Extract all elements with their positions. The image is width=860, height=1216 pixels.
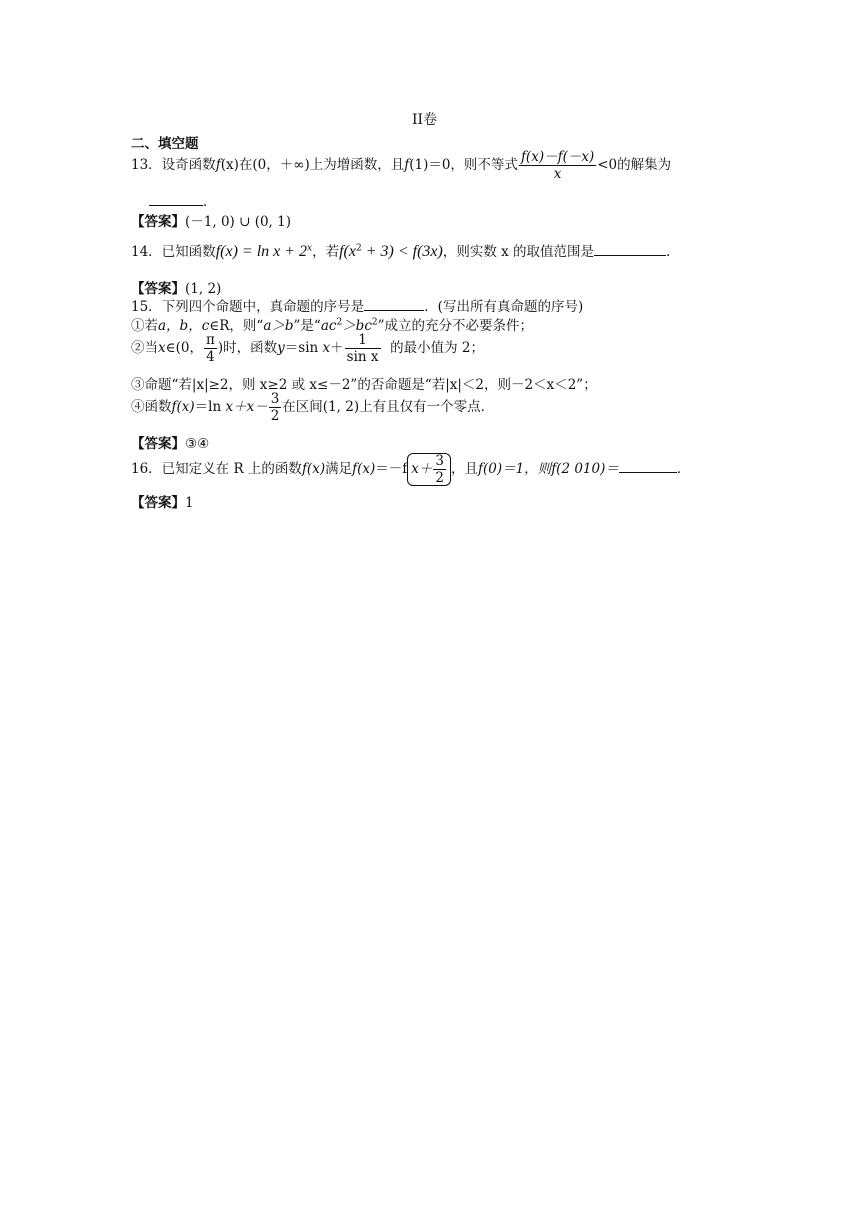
q13-fx: f <box>215 157 221 174</box>
a15-value: ③④ <box>185 436 210 452</box>
answer-14 <box>131 277 221 297</box>
p4-num: 3 <box>270 391 280 407</box>
q16-inner-num: 3 <box>435 453 444 469</box>
q13-line2 <box>149 190 217 210</box>
q14-func: f(x) = ln x + 2 <box>215 243 308 260</box>
q13-answer-blank <box>149 195 203 206</box>
answer-15 <box>131 432 209 452</box>
q15-stem-tail: ．(写出所有真命题的序号) <box>424 299 584 315</box>
question-13 <box>131 150 671 181</box>
q15-answer-blank <box>364 300 424 311</box>
p4-a: ④函数 <box>131 399 172 416</box>
p4-den: 2 <box>270 408 280 425</box>
p4-b: ＝ln <box>194 399 222 416</box>
q13-mid: 在(0，＋∞)上为增函数，且 <box>238 157 405 174</box>
p2-x: x <box>158 340 166 357</box>
question-14 <box>131 240 670 261</box>
q15-proposition-3: ③命题“若|x|≥2，则 x≥2 或 x≤－2”的否命题是“若|x|＜2，则－2＜x＜2”； <box>131 377 597 393</box>
q13-frac-den: x <box>553 166 562 183</box>
q16-inner-x: x＋ <box>411 461 433 478</box>
question-16 <box>131 453 690 486</box>
p2-e: 的最小值为 2； <box>390 340 484 357</box>
q14-ineq-sup: 2 <box>355 243 362 254</box>
q16-bracket <box>407 453 451 486</box>
p1-c: a＞b <box>263 318 294 334</box>
q13-tail: <0的解集为 <box>597 157 672 174</box>
p2-frac-pi4 <box>204 333 217 364</box>
p1-f: ＞bc <box>342 318 372 334</box>
p1-vars: a，b，c <box>158 318 210 334</box>
q13-f1-rest: (1)＝0，则不等式 <box>409 157 518 174</box>
q15-proposition-4 <box>131 392 494 423</box>
p4-frac <box>269 392 282 423</box>
p2-d: ＝sin <box>284 340 319 357</box>
a14-value: (1, 2) <box>185 281 222 297</box>
q14-mid: ，若 <box>312 244 340 260</box>
p2-num2: 1 <box>345 333 381 349</box>
q14-ineq-a: f(x <box>339 243 356 260</box>
p2-num: π <box>205 332 215 348</box>
answer-16 <box>131 491 194 511</box>
p2-x2: x <box>322 340 331 357</box>
p4-x: x＋x－ <box>225 399 268 416</box>
q16-f2010: f(2 010)＝ <box>551 461 619 478</box>
q13-frac-num: f(x)－f(－x) <box>520 149 595 165</box>
q15-proposition-2 <box>131 333 484 364</box>
q16-end: ． <box>676 461 691 478</box>
q15-proposition-1 <box>131 314 533 334</box>
a16-label: 【答案】 <box>131 495 185 511</box>
p4-c: 在区间(1, 2)上有且仅有一个零点． <box>282 399 495 416</box>
a15-label: 【答案】 <box>131 436 185 452</box>
a16-value: 1 <box>185 495 194 511</box>
q14-prefix: 14．已知函数 <box>131 244 216 260</box>
p2-a: ②当 <box>131 340 158 357</box>
answer-13 <box>131 210 291 230</box>
a13-value: (－1, 0) ∪ (0, 1) <box>185 214 291 230</box>
p1-d: ”是“ <box>293 318 321 334</box>
q16-inner-den: 2 <box>435 470 444 487</box>
p2-y: y <box>277 340 285 357</box>
section-title: II卷 <box>412 112 438 128</box>
q14-ineq-b: + 3) < f(3x) <box>361 243 443 260</box>
p1-g: ”成立的充分不必要条件； <box>377 318 534 334</box>
p1-sup-a: 2 <box>336 317 343 328</box>
p2-den: 4 <box>206 349 215 366</box>
q14-tail: ，则实数 x 的取值范围是 <box>442 244 595 260</box>
q16-eq: ＝－f <box>375 461 408 478</box>
q16-fx: f(x) <box>301 461 326 478</box>
q16-fx2: f(x) <box>352 461 376 478</box>
p2-c: )时，函数 <box>217 340 278 357</box>
q13-end: ． <box>203 194 217 210</box>
p1-e: ac <box>320 318 337 334</box>
p1-sup-b: 2 <box>371 317 378 328</box>
p1-b: ∈R，则“ <box>209 318 264 334</box>
q16-mid2: ，且 <box>450 461 478 478</box>
part-heading: 二、填空题 <box>131 136 199 152</box>
q16-prefix: 16．已知定义在 R 上的函数 <box>131 461 302 478</box>
q16-inner-frac <box>433 454 446 485</box>
q13-fraction <box>519 150 596 181</box>
a14-label: 【答案】 <box>131 281 185 297</box>
q16-f0: f(0)＝1，则 <box>477 461 552 478</box>
p2-b: ∈(0， <box>165 340 203 357</box>
q15-stem: 15．下列四个命题中，真命题的序号是 <box>131 299 365 315</box>
q13-fx-arg: (x) <box>220 157 239 174</box>
a13-label: 【答案】 <box>131 214 185 230</box>
p4-f: f(x) <box>171 399 195 416</box>
q16-mid: 满足 <box>325 461 353 478</box>
q13-f1: f <box>404 157 410 174</box>
q14-answer-blank <box>594 245 666 256</box>
p2-den2: sin x <box>346 349 379 366</box>
q13-prefix: 13．设奇函数 <box>131 157 216 174</box>
q14-func-sup: x <box>307 243 313 254</box>
q16-answer-blank <box>619 462 677 473</box>
p2-plus: ＋ <box>330 340 344 357</box>
q14-end: . <box>666 244 671 260</box>
p1-a: ①若 <box>131 318 158 334</box>
p2-frac-sin <box>345 333 381 364</box>
question-15 <box>131 295 583 315</box>
